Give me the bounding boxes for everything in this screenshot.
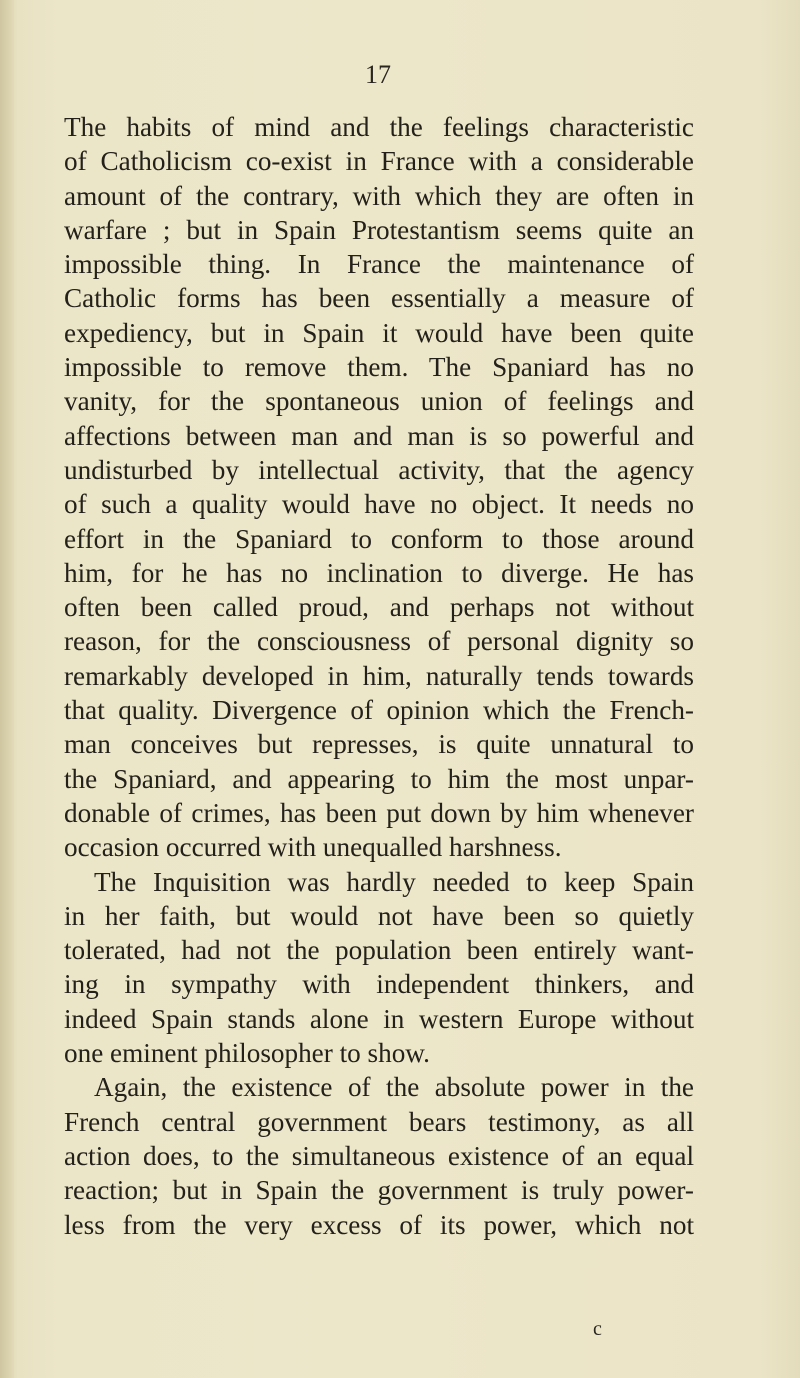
text-line: French central government bears testimony, as all [64,1106,694,1137]
text-line: vanity, for the spontaneous union of feelings and [64,386,694,417]
text-line: The Inquisition was hardly needed to keep Spain [94,866,694,897]
text-line: him, for he has no inclination to diverge. He has [64,557,694,588]
body-text [64,110,694,1242]
text-line: reaction; but in Spain the government is truly power- [64,1175,694,1206]
text-line: warfare ; but in Spain Protestantism seems quite an [64,214,694,245]
text-line: of such a quality would have no object. It needs no [64,489,694,520]
text-line: action does, to the simultaneous existence of an equal [64,1140,694,1171]
text-line: ing in sympathy with independent thinkers, and [64,969,694,1000]
text-line: of Catholicism co-exist in France with a considerable [64,146,694,177]
text-line: impossible thing. In France the maintenance of [64,249,694,280]
text-line: occasion occurred with unequalled harshness. [64,832,562,863]
text-line: reason, for the consciousness of personal dignity so [64,626,694,657]
text-line: affections between man and man is so powerful and [64,420,694,451]
text-line: the Spaniard, and appearing to him the most unpar- [64,763,694,794]
text-line: man conceives but represses, is quite unnatural to [64,729,694,760]
page-number: 17 [365,60,391,89]
gutter-shadow [0,0,14,1378]
text-line: often been called proud, and perhaps not without [64,592,694,623]
text-line: less from the very excess of its power, which not [64,1209,694,1240]
text-line: remarkably developed in him, naturally tends towards [64,660,694,691]
text-line: tolerated, had not the population been entirely want- [64,935,694,966]
text-line: expediency, but in Spain it would have been quite [64,317,694,348]
text-line: effort in the Spaniard to conform to those around [64,523,694,554]
text-line: amount of the contrary, with which they are often in [64,180,694,211]
text-line: indeed Spain stands alone in western Europe without [64,1003,694,1034]
signature-mark: c [593,1318,602,1340]
text-line: that quality. Divergence of opinion which the French- [64,695,694,726]
text-line: undisturbed by intellectual activity, that the agency [64,454,694,485]
text-line: Catholic forms has been essentially a measure of [64,283,694,314]
text-line: The habits of mind and the feelings characteristic [64,112,694,142]
text-line: one eminent philosopher to show. [64,1038,430,1069]
text-line: donable of crimes, has been put down by him whenever [64,797,694,828]
text-line: impossible to remove them. The Spaniard has no [64,352,694,383]
text-line: in her faith, but would not have been so quietly [64,900,694,931]
text-line: Again, the existence of the absolute power in the [94,1072,694,1103]
